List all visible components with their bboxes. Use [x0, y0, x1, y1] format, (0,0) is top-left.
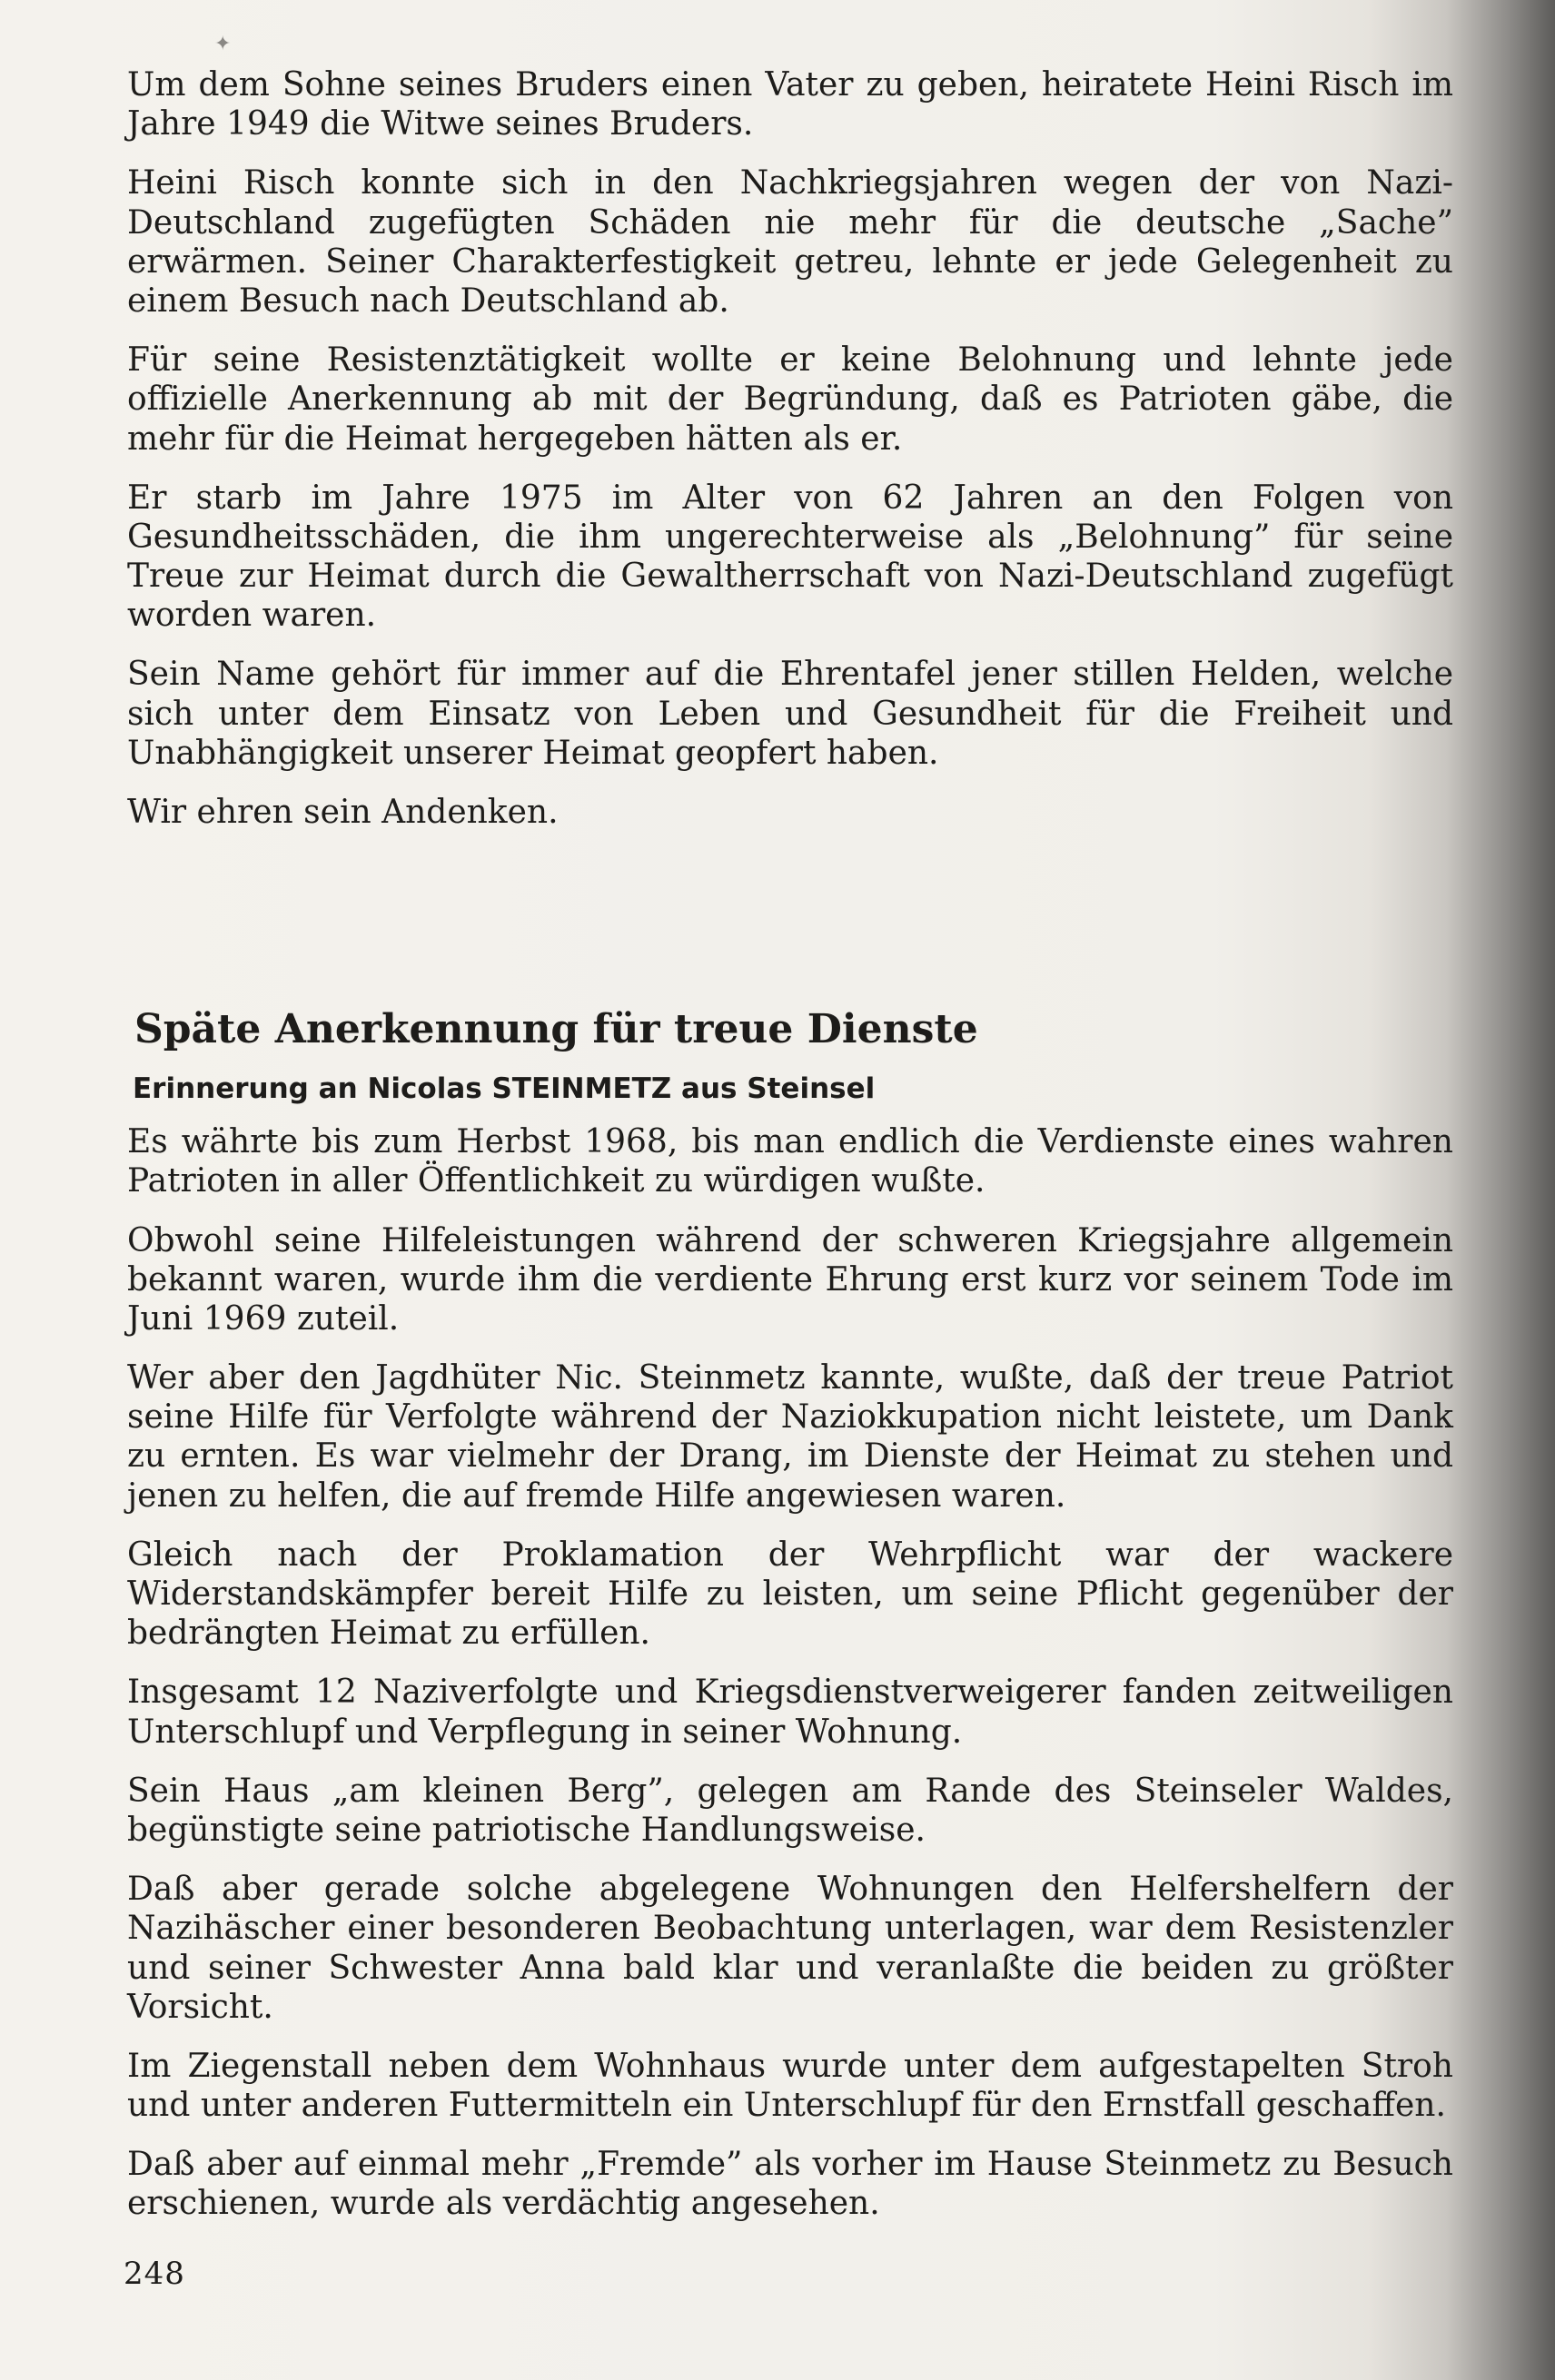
paragraph: Daß aber gerade solche abgelegene Wohnungen den Helfershelfern der Nazihäscher einer besonderen Beobachtung unterlagen, war dem Resistenzler und seiner Schwester Anna bald klar und veranlaßte die beiden zu größter Vorsicht.	[127, 1871, 1453, 2026]
paragraph: Wir ehren sein Andenken.	[127, 794, 559, 831]
margin-mark: ✦	[214, 33, 232, 55]
article-title: Späte Anerkennung für treue Dienste	[134, 1006, 978, 1053]
paragraph: Daß aber auf einmal mehr „Fremde” als vorher im Hause Steinmetz zu Besuch erschienen, wurde als verdächtig angesehen.	[127, 2146, 1453, 2223]
paragraph: Es währte bis zum Herbst 1968, bis man endlich die Verdienste eines wahren Patrioten in aller Öffentlichkeit zu würdigen wußte.	[127, 1123, 1453, 1200]
article-risch	[127, 65, 1453, 832]
paragraph: Im Ziegenstall neben dem Wohnhaus wurde unter dem aufgestapelten Stroh und unter anderen Futtermitteln ein Unterschlupf für den Ernstfall geschaffen.	[127, 2047, 1453, 2125]
page-number: 248	[124, 2256, 185, 2292]
paragraph: Insgesamt 12 Naziverfolgte und Kriegsdienstverweigerer fanden zeitweiligen Unterschlupf und Verpflegung in seiner Wohnung.	[127, 1674, 1453, 1751]
paragraph: Obwohl seine Hilfeleistungen während der schweren Kriegsjahre allgemein bekannt waren, wurde ihm die verdiente Ehrung erst kurz vor seinem Tode im Juni 1969 zuteil.	[127, 1221, 1453, 1338]
paragraph: Für seine Resistenztätigkeit wollte er keine Belohnung und lehnte jede offizielle Anerkennung ab mit der Begründung, daß es Patrioten gäbe, die mehr für die Heimat hergegeben hätten als er.	[127, 341, 1453, 458]
paragraph: Wer aber den Jagdhüter Nic. Steinmetz kannte, wußte, daß der treue Patriot seine Hilfe für Verfolgte während der Naziokkupation nicht leistete, um Dank zu ernten. Es war vielmehr der Drang, im Dienste der Heimat zu stehen und jenen zu helfen, die auf fremde Hilfe angewiesen waren.	[127, 1359, 1453, 1515]
section-gap	[127, 852, 1453, 1006]
paragraph: Um dem Sohne seines Bruders einen Vater zu geben, heiratete Heini Risch im Jahre 1949 die Witwe seines Bruders.	[127, 66, 1453, 143]
paragraph: Sein Name gehört für immer auf die Ehrentafel jener stillen Helden, welche sich unter dem Einsatz von Leben und Gesundheit für die Freiheit und Unabhängigkeit unserer Heimat geopfert haben.	[127, 656, 1453, 772]
text-column	[127, 65, 1453, 2244]
article-steinmetz	[127, 1006, 1453, 2223]
article-subtitle: Erinnerung an Nicolas STEINMETZ aus Steinsel	[133, 1071, 876, 1105]
paragraph: Sein Haus „am kleinen Berg”, gelegen am Rande des Steinseler Waldes, begünstigte seine patriotische Handlungsweise.	[127, 1772, 1453, 1849]
paragraph: Gleich nach der Proklamation der Wehrpflicht war der wackere Widerstandskämpfer bereit Hilfe zu leisten, um seine Pflicht gegenüber der bedrängten Heimat zu erfüllen.	[127, 1536, 1453, 1653]
paragraph: Heini Risch konnte sich in den Nachkriegsjahren wegen der von Nazi-Deutschland zugefügten Schäden nie mehr für die deutsche „Sache” erwärmen. Seiner Charakterfestigkeit getreu, lehnte er jede Gelegenheit zu einem Besuch nach Deutschland ab.	[127, 164, 1453, 320]
paragraph: Er starb im Jahre 1975 im Alter von 62 Jahren an den Folgen von Gesundheitsschäden, die ihm ungerechterweise als „Belohnung” für seine Treue zur Heimat durch die Gewaltherrschaft von Nazi-Deutschland zugefügt worden waren.	[127, 479, 1453, 635]
